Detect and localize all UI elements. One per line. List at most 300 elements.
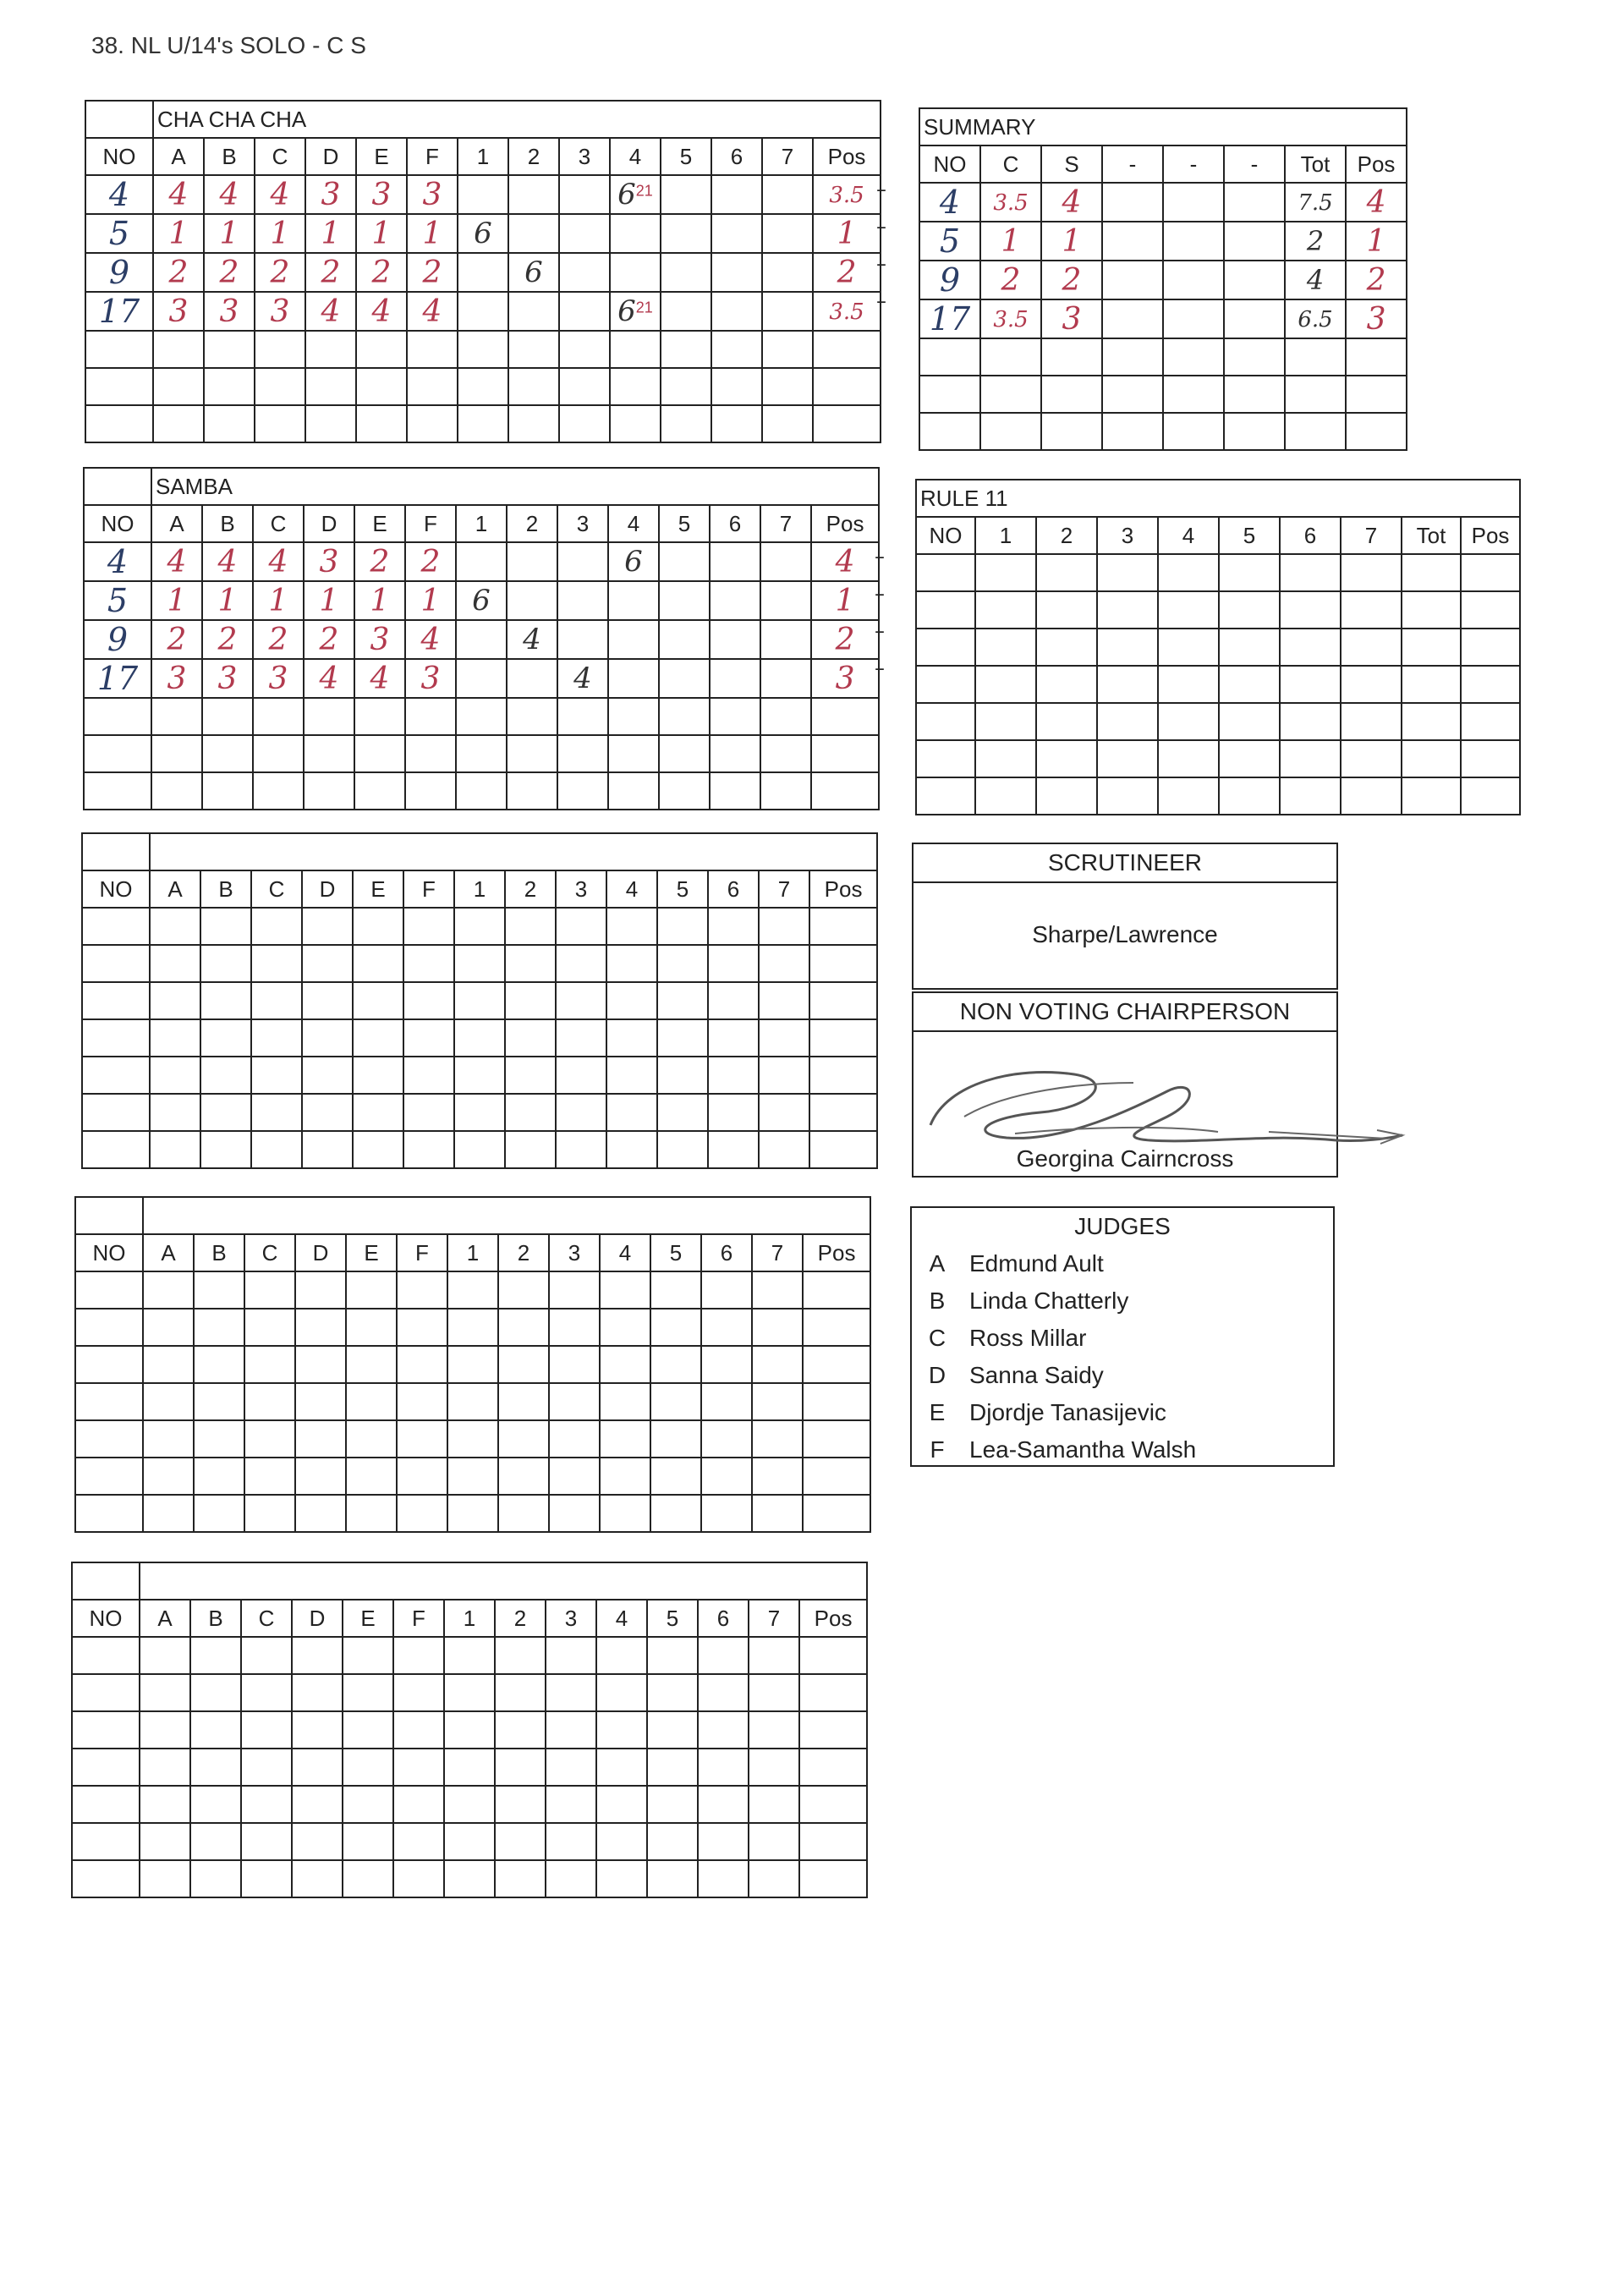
empty-cell	[708, 982, 759, 1019]
empty-cell	[356, 405, 407, 442]
empty-cell	[803, 1271, 870, 1309]
scrutineer-label: SCRUTINEER	[914, 844, 1336, 883]
column-header: C	[251, 870, 302, 908]
empty-cell	[711, 405, 762, 442]
judge-mark-text: 4	[370, 661, 390, 696]
empty-cell	[799, 1749, 867, 1786]
table-row	[82, 1057, 877, 1094]
empty-cell	[498, 1309, 549, 1346]
empty-cell	[84, 698, 151, 735]
empty-cell	[1102, 413, 1163, 450]
empty-cell	[752, 1346, 803, 1383]
cha-cha-cha-table	[85, 100, 881, 443]
empty-cell	[1158, 554, 1219, 591]
check-tick: –	[876, 215, 886, 239]
empty-cell	[1163, 299, 1224, 338]
place-superscript: 21	[635, 299, 653, 316]
empty-cell	[403, 982, 454, 1019]
place-superscript: 21	[635, 182, 653, 200]
empty-cell	[498, 1495, 549, 1532]
empty-cell	[75, 1420, 143, 1458]
empty-cell	[760, 698, 811, 735]
column-header: C	[255, 138, 305, 175]
empty-cell	[811, 772, 879, 810]
empty-cell	[72, 1674, 140, 1711]
empty-cell	[393, 1786, 444, 1823]
empty-cell	[393, 1711, 444, 1749]
place-count	[458, 175, 508, 214]
summary-table	[919, 107, 1407, 451]
column-header: E	[354, 505, 405, 542]
judge-mark-text: 4	[422, 294, 442, 329]
judge-row	[912, 1394, 1333, 1431]
empty-cell	[354, 772, 405, 810]
empty-cell	[72, 1860, 140, 1897]
empty-cell	[701, 1383, 752, 1420]
empty-cell	[403, 1057, 454, 1094]
place-count	[762, 175, 813, 214]
empty-cell	[749, 1711, 799, 1749]
empty-cell	[710, 735, 760, 772]
empty-cell	[202, 772, 253, 810]
empty-cell	[251, 945, 302, 982]
empty-cell	[596, 1674, 647, 1711]
table-row	[916, 629, 1520, 666]
empty-cell	[557, 698, 608, 735]
empty-cell	[1285, 413, 1346, 450]
empty-cell	[916, 591, 975, 629]
blank-table-2	[74, 1196, 871, 1533]
empty-cell	[1341, 777, 1402, 815]
empty-cell	[241, 1637, 292, 1674]
empty-cell	[143, 1495, 194, 1532]
place-count	[659, 581, 710, 620]
empty-cell	[1461, 703, 1520, 740]
summary-c-text: 1	[1001, 223, 1021, 259]
empty-cell	[75, 1495, 143, 1532]
rule11-header: 2	[1036, 517, 1097, 554]
empty-cell	[657, 982, 708, 1019]
empty-cell	[447, 1420, 498, 1458]
place-count	[456, 542, 507, 581]
place-count	[762, 292, 813, 331]
empty-cell	[659, 698, 710, 735]
competitor-number-text: 4	[108, 176, 130, 213]
place-count	[760, 542, 811, 581]
column-header: D	[302, 870, 353, 908]
judge-mark	[253, 581, 304, 620]
empty-cell	[292, 1749, 343, 1786]
empty-cell	[809, 945, 877, 982]
title-spacer	[75, 1197, 143, 1234]
empty-cell	[916, 777, 975, 815]
empty-cell	[762, 405, 813, 442]
place-count	[661, 253, 711, 292]
judge-mark-text: 1	[371, 216, 392, 251]
column-header: Pos	[813, 138, 881, 175]
empty-cell	[85, 405, 153, 442]
rule11-header: 5	[1219, 517, 1280, 554]
empty-cell	[403, 1019, 454, 1057]
check-tick: –	[876, 252, 886, 276]
judge-mark	[356, 253, 407, 292]
empty-cell	[975, 554, 1036, 591]
empty-cell	[546, 1749, 596, 1786]
empty-cell	[151, 735, 202, 772]
empty-cell	[353, 1057, 403, 1094]
judge-mark	[305, 175, 356, 214]
column-header: 3	[549, 1234, 600, 1271]
summary-c-text: 2	[1001, 262, 1021, 298]
judge-mark	[405, 659, 456, 698]
empty-cell	[606, 908, 657, 945]
empty-cell	[82, 945, 150, 982]
column-header: 5	[659, 505, 710, 542]
page-title: 38. NL U/14's SOLO - C S	[91, 32, 366, 58]
empty-cell	[546, 1674, 596, 1711]
empty-cell	[356, 331, 407, 368]
empty-cell	[710, 772, 760, 810]
column-header: 7	[749, 1600, 799, 1637]
empty-cell	[799, 1860, 867, 1897]
empty-cell	[549, 1346, 600, 1383]
position-text: 2	[835, 622, 855, 657]
empty-cell	[143, 1346, 194, 1383]
empty-cell	[454, 1094, 505, 1131]
judge-mark-text: 1	[321, 216, 341, 251]
empty-cell	[1158, 666, 1219, 703]
empty-cell	[916, 740, 975, 777]
empty-cell	[353, 982, 403, 1019]
place-count	[559, 175, 610, 214]
empty-cell	[407, 405, 458, 442]
place-count	[507, 620, 557, 659]
empty-cell	[75, 1383, 143, 1420]
summary-c	[980, 299, 1041, 338]
empty-cell	[556, 908, 606, 945]
empty-cell	[1341, 703, 1402, 740]
empty-cell	[708, 1131, 759, 1168]
judge-mark	[202, 620, 253, 659]
empty-cell	[1163, 183, 1224, 222]
empty-cell	[343, 1786, 393, 1823]
empty-cell	[505, 1057, 556, 1094]
empty-cell	[1163, 338, 1224, 376]
empty-cell	[596, 1786, 647, 1823]
competitor-number-text: 9	[107, 621, 129, 658]
judges-label: JUDGES	[1074, 1213, 1171, 1239]
empty-cell	[495, 1823, 546, 1860]
empty-cell	[447, 1346, 498, 1383]
empty-cell	[140, 1860, 190, 1897]
empty-cell	[405, 735, 456, 772]
empty-cell	[403, 1094, 454, 1131]
empty-cell	[556, 1019, 606, 1057]
empty-cell	[749, 1749, 799, 1786]
competitor-number-text: 9	[108, 254, 130, 291]
table-row	[75, 1458, 870, 1495]
title-spacer	[72, 1562, 140, 1600]
judge-mark-text: 4	[270, 177, 290, 212]
empty-cell	[143, 1309, 194, 1346]
empty-cell	[403, 908, 454, 945]
empty-cell	[495, 1674, 546, 1711]
empty-cell	[194, 1458, 244, 1495]
empty-cell	[1280, 740, 1341, 777]
place-count	[760, 620, 811, 659]
place-count	[508, 292, 559, 331]
empty-cell	[708, 1057, 759, 1094]
empty-cell	[1102, 222, 1163, 261]
empty-cell	[292, 1674, 343, 1711]
judge-mark	[151, 620, 202, 659]
table-row	[916, 554, 1520, 591]
empty-cell	[444, 1749, 495, 1786]
check-tick: –	[875, 619, 885, 643]
place-count	[711, 253, 762, 292]
empty-cell	[343, 1860, 393, 1897]
empty-cell	[498, 1271, 549, 1309]
empty-cell	[304, 698, 354, 735]
blank-table-1	[81, 832, 878, 1169]
summary-no	[919, 299, 980, 338]
empty-cell	[292, 1786, 343, 1823]
empty-cell	[82, 1131, 150, 1168]
column-header: Pos	[809, 870, 877, 908]
empty-cell	[1097, 740, 1158, 777]
blank-table-3	[71, 1562, 868, 1898]
empty-cell	[498, 1458, 549, 1495]
place-count	[610, 292, 661, 331]
empty-cell	[292, 1711, 343, 1749]
empty-cell	[1097, 629, 1158, 666]
empty-cell	[596, 1823, 647, 1860]
empty-cell	[1097, 554, 1158, 591]
empty-cell	[241, 1786, 292, 1823]
empty-cell	[393, 1637, 444, 1674]
column-header: 1	[454, 870, 505, 908]
empty-cell	[1158, 703, 1219, 740]
dance-title	[140, 1562, 867, 1600]
table-row	[82, 982, 877, 1019]
empty-cell	[1036, 629, 1097, 666]
empty-cell	[82, 1019, 150, 1057]
table-row	[75, 1271, 870, 1309]
title-spacer	[84, 468, 151, 505]
judge-letter: F	[930, 1436, 945, 1463]
position	[813, 253, 881, 292]
column-header: A	[150, 870, 200, 908]
column-header: 6	[698, 1600, 749, 1637]
judge-row	[912, 1282, 1333, 1320]
place-count	[557, 542, 608, 581]
rule11-header: NO	[916, 517, 975, 554]
judge-mark-text: 1	[270, 216, 290, 251]
empty-cell	[241, 1823, 292, 1860]
empty-cell	[295, 1346, 346, 1383]
empty-cell	[444, 1674, 495, 1711]
place-count	[458, 253, 508, 292]
place-count	[557, 659, 608, 698]
empty-cell	[762, 331, 813, 368]
judge-mark	[405, 581, 456, 620]
empty-cell	[698, 1786, 749, 1823]
empty-cell	[200, 945, 251, 982]
empty-cell	[711, 368, 762, 405]
table-row	[72, 1786, 867, 1823]
empty-cell	[650, 1383, 701, 1420]
table-row	[85, 331, 881, 368]
empty-cell	[251, 908, 302, 945]
empty-cell	[194, 1346, 244, 1383]
summary-s-text: 1	[1062, 223, 1082, 259]
judge-mark	[151, 581, 202, 620]
place-count	[760, 659, 811, 698]
place-count	[710, 581, 760, 620]
place-count	[711, 292, 762, 331]
column-header: D	[292, 1600, 343, 1637]
empty-cell	[556, 1094, 606, 1131]
column-header: B	[190, 1600, 241, 1637]
empty-cell	[809, 908, 877, 945]
summary-s-text: 2	[1062, 262, 1082, 298]
empty-cell	[407, 331, 458, 368]
empty-cell	[255, 405, 305, 442]
empty-cell	[1097, 666, 1158, 703]
judge-mark-text: 4	[217, 544, 238, 579]
empty-cell	[698, 1823, 749, 1860]
column-header: 1	[444, 1600, 495, 1637]
judge-name: Sanna Saidy	[969, 1362, 1104, 1388]
table-row	[84, 735, 879, 772]
empty-cell	[397, 1309, 447, 1346]
judge-mark-text: 3	[420, 661, 441, 696]
empty-cell	[749, 1823, 799, 1860]
empty-cell	[343, 1749, 393, 1786]
column-header: NO	[75, 1234, 143, 1271]
competitor-number	[85, 292, 153, 331]
empty-cell	[143, 1458, 194, 1495]
position	[811, 581, 879, 620]
table-row	[919, 413, 1407, 450]
judge-mark-text: 3	[168, 294, 189, 329]
rule11-header: 7	[1341, 517, 1402, 554]
empty-cell	[190, 1860, 241, 1897]
table-row	[75, 1420, 870, 1458]
place-count	[610, 214, 661, 253]
position	[811, 659, 879, 698]
empty-cell	[760, 735, 811, 772]
empty-cell	[255, 368, 305, 405]
judge-mark-text: 4	[420, 622, 441, 657]
empty-cell	[1346, 338, 1407, 376]
empty-cell	[650, 1420, 701, 1458]
empty-cell	[1224, 183, 1285, 222]
judge-mark-text: 4	[168, 177, 189, 212]
empty-cell	[661, 405, 711, 442]
empty-cell	[606, 1019, 657, 1057]
empty-cell	[444, 1711, 495, 1749]
table-row	[82, 1019, 877, 1057]
empty-cell	[546, 1786, 596, 1823]
summary-c	[980, 222, 1041, 261]
judge-mark	[305, 292, 356, 331]
empty-cell	[650, 1495, 701, 1532]
empty-cell	[809, 982, 877, 1019]
empty-cell	[200, 1057, 251, 1094]
empty-cell	[241, 1860, 292, 1897]
empty-cell	[505, 945, 556, 982]
place-count-text: 6	[524, 255, 543, 289]
empty-cell	[456, 772, 507, 810]
position-text: 3.5	[829, 182, 864, 208]
empty-cell	[1341, 629, 1402, 666]
empty-cell	[456, 735, 507, 772]
table-row	[85, 253, 881, 292]
empty-cell	[975, 666, 1036, 703]
judge-mark-text: 3	[319, 544, 339, 579]
check-tick: –	[876, 178, 886, 201]
empty-cell	[708, 1094, 759, 1131]
empty-cell	[559, 331, 610, 368]
place-count-text: 6	[617, 294, 636, 328]
place-count	[456, 581, 507, 620]
judge-mark-text: 1	[268, 583, 288, 618]
summary-no	[919, 222, 980, 261]
empty-cell	[397, 1383, 447, 1420]
judge-letter: B	[929, 1288, 946, 1314]
empty-cell	[1461, 591, 1520, 629]
empty-cell	[803, 1458, 870, 1495]
empty-cell	[244, 1458, 295, 1495]
judge-mark	[255, 253, 305, 292]
empty-cell	[505, 1131, 556, 1168]
column-header: 2	[495, 1600, 546, 1637]
column-header: 5	[647, 1600, 698, 1637]
empty-cell	[606, 1094, 657, 1131]
empty-cell	[710, 698, 760, 735]
place-count	[608, 542, 659, 581]
empty-cell	[1341, 554, 1402, 591]
judge-mark	[354, 659, 405, 698]
empty-cell	[244, 1383, 295, 1420]
empty-cell	[353, 1019, 403, 1057]
table-row	[85, 214, 881, 253]
empty-cell	[809, 1131, 877, 1168]
empty-cell	[72, 1823, 140, 1860]
competitor-number	[84, 620, 151, 659]
empty-cell	[150, 1094, 200, 1131]
empty-cell	[811, 735, 879, 772]
judge-mark-text: 1	[422, 216, 442, 251]
empty-cell	[458, 368, 508, 405]
chairperson-name: Georgina Cairncross	[1016, 1145, 1234, 1172]
empty-cell	[650, 1271, 701, 1309]
judge-mark-text: 1	[168, 216, 189, 251]
judge-row	[912, 1320, 1333, 1357]
empty-cell	[82, 982, 150, 1019]
summary-pos-text: 2	[1366, 262, 1386, 298]
empty-cell	[659, 735, 710, 772]
place-count	[659, 542, 710, 581]
empty-cell	[1041, 376, 1102, 413]
place-count	[760, 581, 811, 620]
empty-cell	[498, 1420, 549, 1458]
place-count	[507, 659, 557, 698]
empty-cell	[752, 1271, 803, 1309]
dance-title: SAMBA	[151, 468, 879, 505]
judge-name: Edmund Ault	[969, 1250, 1104, 1277]
